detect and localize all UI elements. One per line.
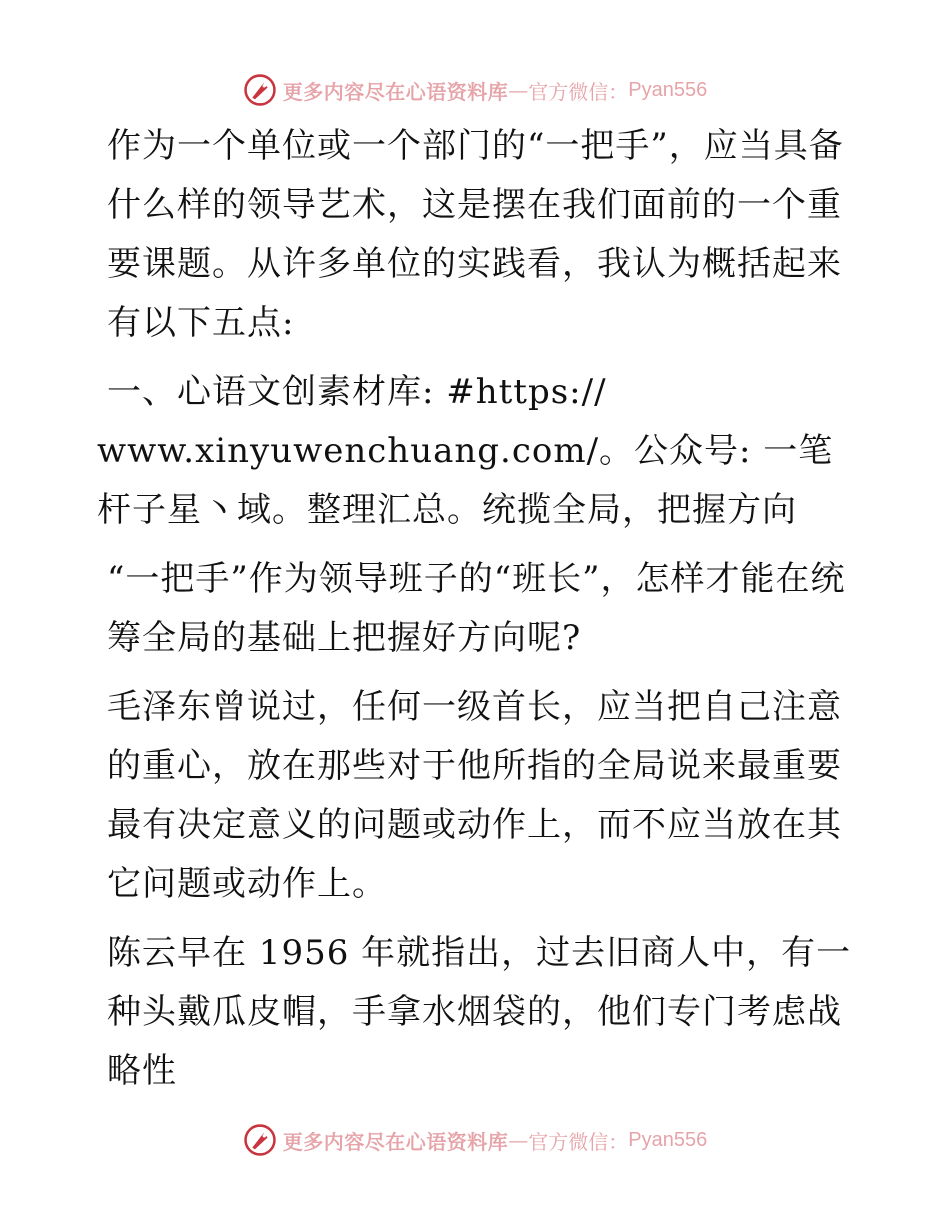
banner-wechat-label: 官方微信： <box>528 79 629 104</box>
paragraph-question: “一把手”作为领导班子的“班长”，怎样才能在统筹全局的基础上把握好方向呢? <box>107 559 846 658</box>
banner-wechat-id: Pyan556 <box>628 78 708 101</box>
paragraph-intro: 作为一个单位或一个部门的“一把手”，应当具备什么样的领导艺术，这是摆在我们面前的一个重要课题。从许多单位的实践看，我认为概括起来有以下五点: <box>107 126 844 343</box>
paragraph-source-note: www.xinyuwenchuang.com/。公众号: 一笔杆子星丶域。整理汇总。统揽全局，把握方向 <box>97 431 834 530</box>
banner-dash: — <box>508 1128 529 1152</box>
pen-nib-logo-icon <box>243 1123 277 1157</box>
document-body <box>97 117 857 1111</box>
banner-wechat-id: Pyan556 <box>628 1128 708 1151</box>
paragraph-chenyun: 陈云早在 1956 年就指出，过去旧商人中，有一种头戴瓜皮帽，手拿水烟袋的，他们专门考虑战略性 <box>107 933 852 1091</box>
paragraph-section-heading: 一、心语文创素材库: #https:// <box>107 372 607 412</box>
banner-main-text: 更多内容尽在心语资料库 <box>282 1129 509 1154</box>
header-watermark-banner <box>0 70 950 110</box>
footer-watermark-banner <box>0 1120 950 1160</box>
banner-main-text: 更多内容尽在心语资料库 <box>282 79 509 104</box>
banner-wechat-label: 官方微信： <box>528 1129 629 1154</box>
pen-nib-logo-icon <box>243 73 277 107</box>
paragraph-mao-quote: 毛泽东曾说过，任何一级首长，应当把自己注意的重心，放在那些对于他所指的全局说来最重要最有决定意义的问题或动作上，而不应当放在其它问题或动作上。 <box>107 687 842 904</box>
banner-dash: — <box>508 78 529 102</box>
